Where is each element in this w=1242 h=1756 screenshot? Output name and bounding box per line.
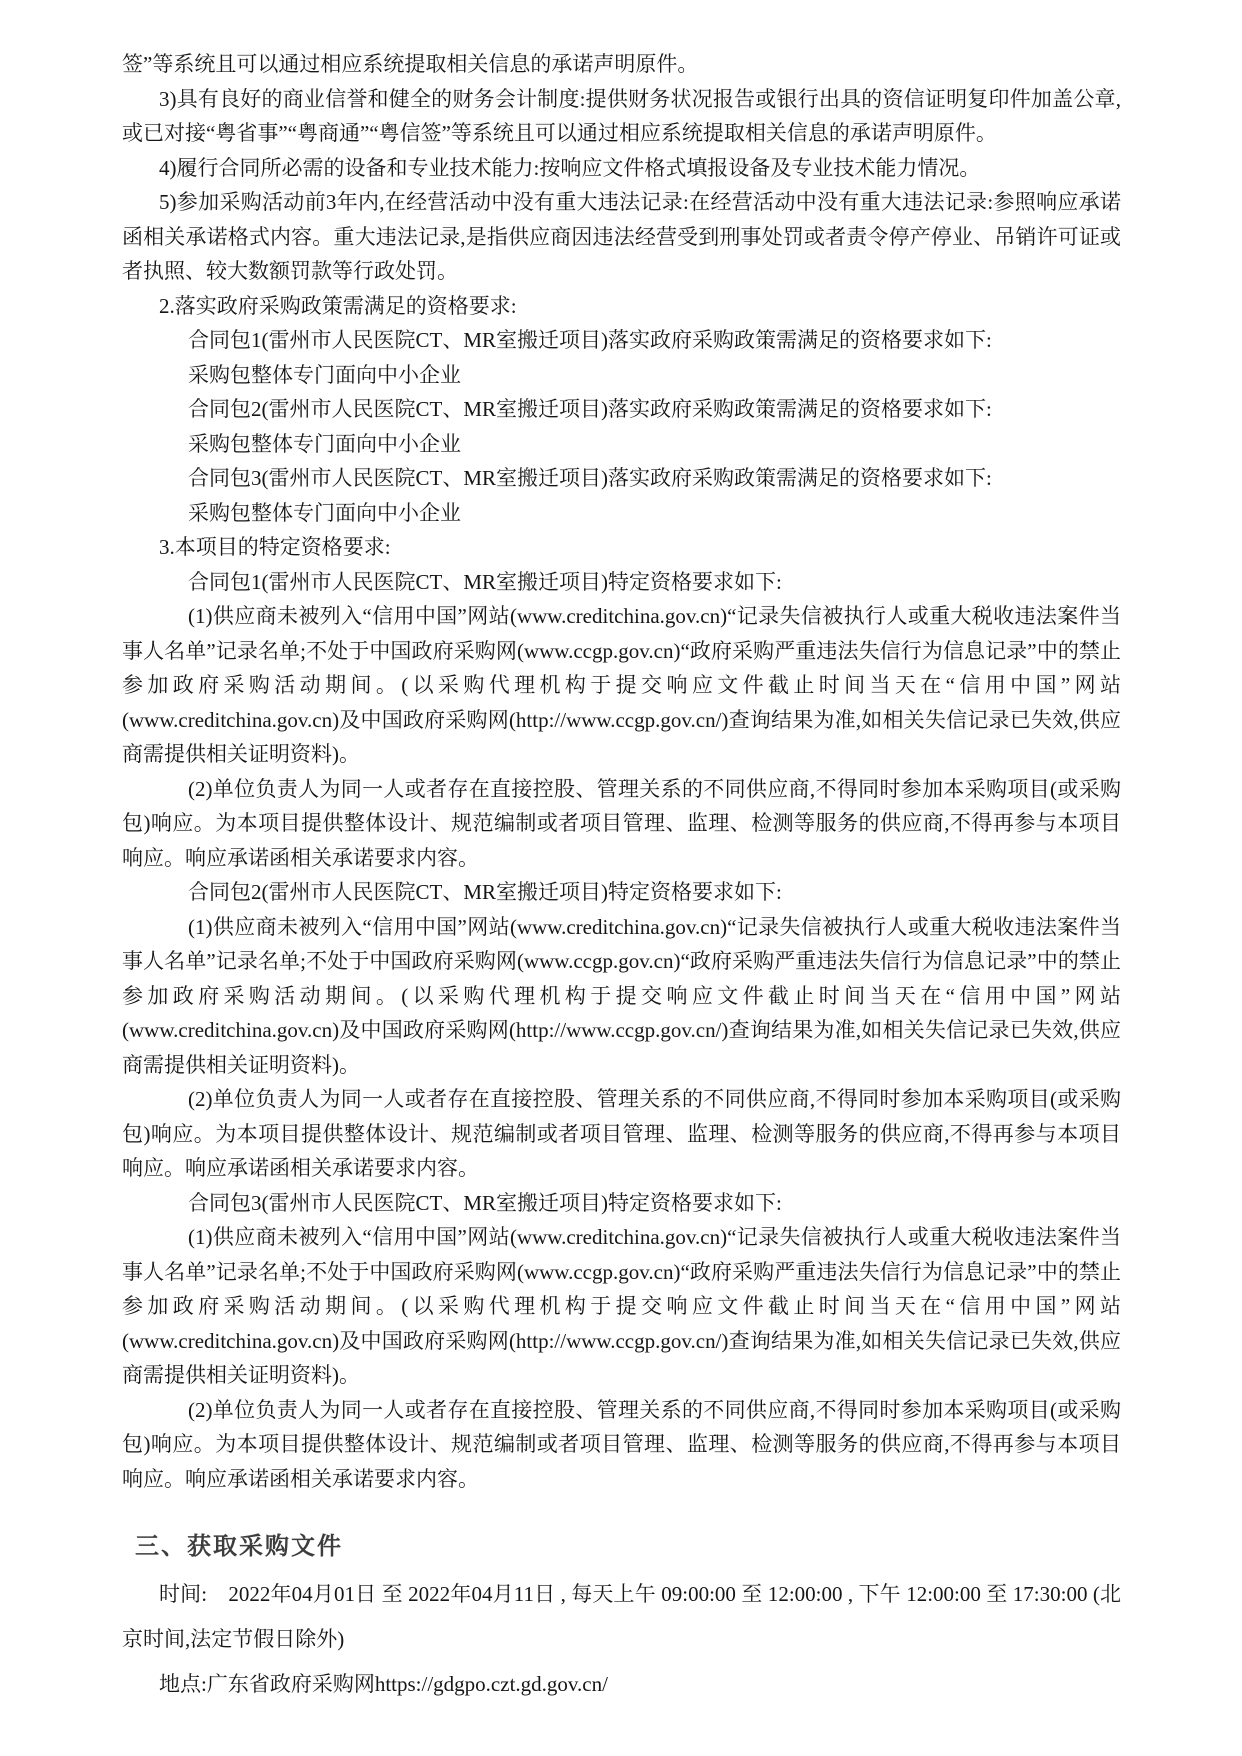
paragraph: 签”等系统且可以通过相应系统提取相关信息的承诺声明原件。 [122, 52, 699, 76]
paragraph: 合同包1(雷州市人民医院CT、MR室搬迁项目)特定资格要求如下: [188, 569, 782, 594]
paragraph: (2)单位负责人为同一人或者存在直接控股、管理关系的不同供应商,不得同时参加本采购项目(或采购包)响应。为本项目提供整体设计、规范编制或者项目管理、监理、检测等服务的供应商,不得再参与本项目响应。响应承诺函相关承诺要求内容。 [122, 1397, 1121, 1491]
paragraph: 时间: 2022年04月01日 至 2022年04月11日 , 每天上午 09:00:00 至 12:00:00 , 下午 12:00:00 至 17:30:00 (北京时间,法定节假日除外) [122, 1582, 1121, 1651]
document-body [122, 47, 1121, 1707]
paragraph: 合同包2(雷州市人民医院CT、MR室搬迁项目)落实政府采购政策需满足的资格要求如下: [188, 397, 992, 421]
paragraph: (2)单位负责人为同一人或者存在直接控股、管理关系的不同供应商,不得同时参加本采购项目(或采购包)响应。为本项目提供整体设计、规范编制或者项目管理、监理、检测等服务的供应商,不得再参与本项目响应。响应承诺函相关承诺要求内容。 [122, 776, 1121, 870]
paragraph: 采购包整体专门面向中小企业 [188, 500, 461, 525]
paragraph: 采购包整体专门面向中小企业 [188, 431, 461, 456]
paragraph: 5)参加采购活动前3年内,在经营活动中没有重大违法记录:在经营活动中没有重大违法记录:参照响应承诺函相关承诺格式内容。重大违法记录,是指供应商因违法经营受到刑事处罚或者责令停产停业、吊销许可证或者执照、较大数额罚款等行政处罚。 [122, 190, 1121, 283]
paragraph: 合同包3(雷州市人民医院CT、MR室搬迁项目)特定资格要求如下: [188, 1190, 782, 1215]
paragraph: 合同包3(雷州市人民医院CT、MR室搬迁项目)落实政府采购政策需满足的资格要求如下: [188, 466, 992, 490]
paragraph: 2.落实政府采购政策需满足的资格要求: [159, 293, 517, 318]
paragraph: (1)供应商未被列入“信用中国”网站(www.creditchina.gov.cn)“记录失信被执行人或重大税收违法案件当事人名单”记录名单;不处于中国政府采购网(www.ccgp.gov.cn)“政府采购严重违法失信行为信息记录”中的禁止参加政府采购活动期间。(以采购代理机构于提交响应文件截止时间当天在“信用中国”网站(www.creditchina.gov.cn)及中国政府采购网(http://www.ccgp.gov.cn/)查询结果为准,如相关失信记录已失效,供应商需提供相关证明资料)。 [122, 914, 1121, 1077]
paragraph: (2)单位负责人为同一人或者存在直接控股、管理关系的不同供应商,不得同时参加本采购项目(或采购包)响应。为本项目提供整体设计、规范编制或者项目管理、监理、检测等服务的供应商,不得再参与本项目响应。响应承诺函相关承诺要求内容。 [122, 1087, 1121, 1180]
paragraph: 合同包2(雷州市人民医院CT、MR室搬迁项目)特定资格要求如下: [188, 880, 782, 904]
paragraph: (1)供应商未被列入“信用中国”网站(www.creditchina.gov.cn)“记录失信被执行人或重大税收违法案件当事人名单”记录名单;不处于中国政府采购网(www.ccgp.gov.cn)“政府采购严重违法失信行为信息记录”中的禁止参加政府采购活动期间。(以采购代理机构于提交响应文件截止时间当天在“信用中国”网站(www.creditchina.gov.cn)及中国政府采购网(http://www.ccgp.gov.cn/)查询结果为准,如相关失信记录已失效,供应商需提供相关证明资料)。 [122, 604, 1121, 766]
paragraph: 地点:广东省政府采购网https://gdgpo.czt.gd.gov.cn/ [159, 1672, 608, 1696]
paragraph: 合同包1(雷州市人民医院CT、MR室搬迁项目)落实政府采购政策需满足的资格要求如下: [188, 328, 992, 352]
paragraph: (1)供应商未被列入“信用中国”网站(www.creditchina.gov.cn)“记录失信被执行人或重大税收违法案件当事人名单”记录名单;不处于中国政府采购网(www.ccgp.gov.cn)“政府采购严重违法失信行为信息记录”中的禁止参加政府采购活动期间。(以采购代理机构于提交响应文件截止时间当天在“信用中国”网站(www.creditchina.gov.cn)及中国政府采购网(http://www.ccgp.gov.cn/)查询结果为准,如相关失信记录已失效,供应商需提供相关证明资料)。 [122, 1225, 1121, 1387]
paragraph: 采购包整体专门面向中小企业 [188, 362, 461, 387]
section-heading: 三、获取采购文件 [135, 1534, 343, 1560]
paragraph: 3.本项目的特定资格要求: [159, 535, 391, 559]
paragraph: 3)具有良好的商业信誉和健全的财务会计制度:提供财务状况报告或银行出具的资信证明复印件加盖公章,或已对接“粤省事”“粤商通”“粤信签”等系统且可以通过相应系统提取相关信息的承诺声明原件。 [122, 86, 1121, 145]
paragraph: 4)履行合同所必需的设备和专业技术能力:按响应文件格式填报设备及专业技术能力情况。 [159, 155, 981, 180]
